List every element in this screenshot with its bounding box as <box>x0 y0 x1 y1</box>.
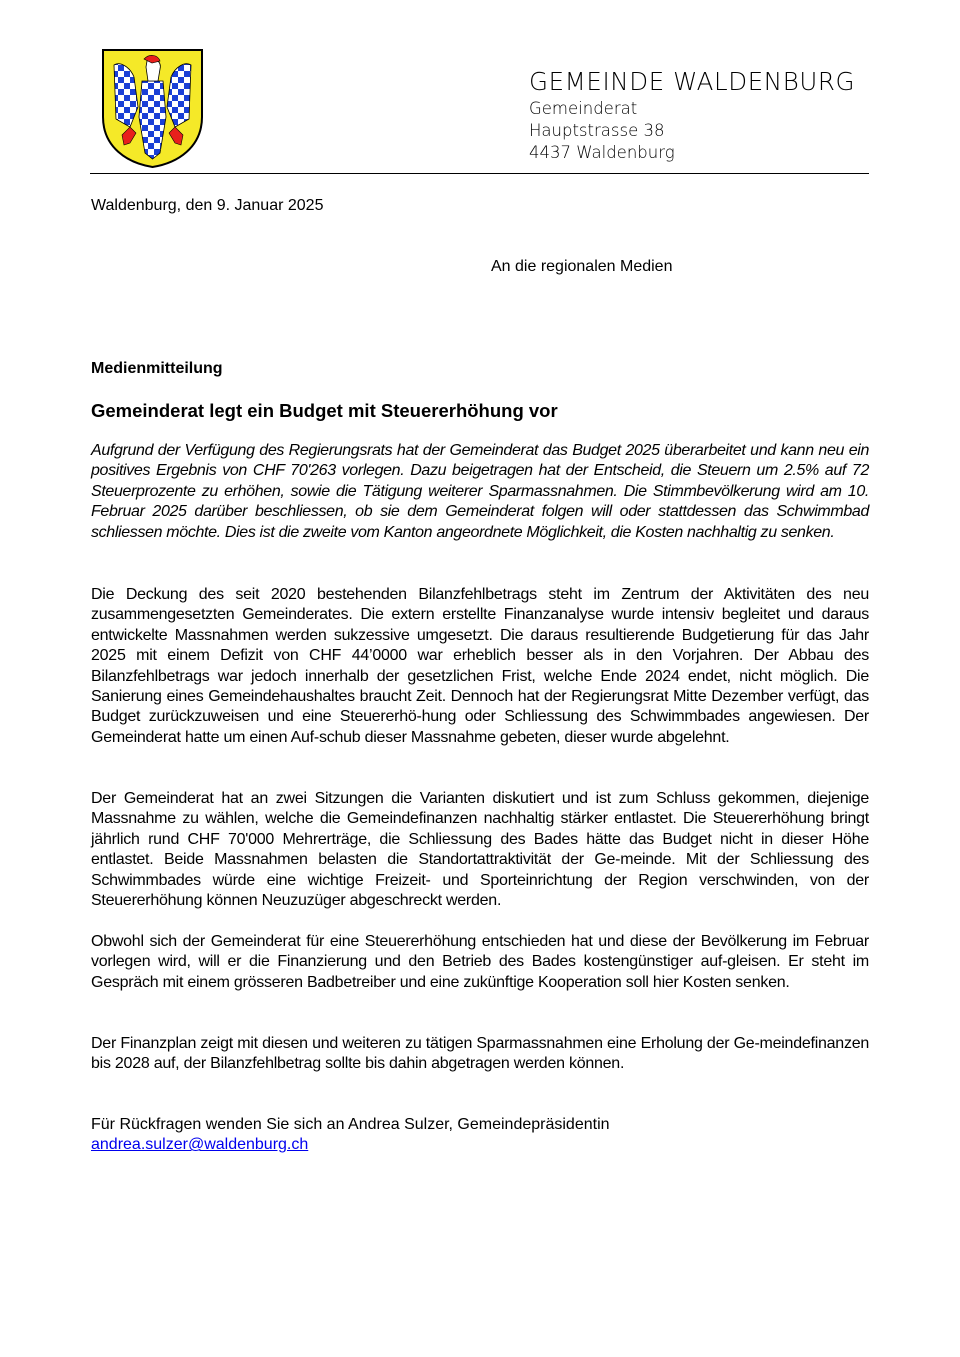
contact-email-link[interactable]: andrea.sulzer@waldenburg.ch <box>91 1136 309 1154</box>
contact-block <box>91 1115 610 1156</box>
body-paragraph: Die Deckung des seit 2020 bestehenden Bilanzfehlbetrags steht im Zentrum der Aktivitäten des neu zusammengesetzten Gemeinderates. Die extern erstellte Finanzanalyse wurde intensiv begleitet und daraus entwickelte Massnahmen werden sukzessive umgesetzt. Die daraus resultierende Budgetierung für das Jahr 2025 mit einem Defizit von CHF 44’0000 war erheblich besser als in den Vorjahren. Der Abbau des Bilanzfehlbetrags war jedoch innerhalb der gesetzlichen Frist, welche Ende 2024 endet, nicht möglich. Die Sanierung eines Gemeindehaushaltes braucht Zeit. Dennoch hat der Regierungsrat Mitte Dezember verfügt, das Budget zurückzuweisen und eine Steuererhö-hung oder Schliessung des Schwimmbades angewiesen. Der Gemeinderat hatte um einen Auf-schub dieser Massnahme gebeten, dieser wurde abgelehnt. <box>91 586 869 746</box>
body-paragraph: Obwohl sich der Gemeinderat für eine Steuererhöhung entschieden hat und diese der Bevölkerung im Februar vorlegen wird, will er die Finanzierung und den Betrieb des Bades kostengünstiger auf-gleisen. Er steht im Gespräch mit einem grösseren Badbetreiber und eine zukünftige Kooperation soll hier Kosten senken. <box>91 933 869 991</box>
street-address: Hauptstrasse 38 <box>529 121 665 140</box>
body-paragraph: Der Finanzplan zeigt mit diesen und weiteren zu tätigen Sparmassnahmen eine Erholung der Ge-meindefinanzen bis 2028 auf, der Bilanzfehlbetrag sollte bis dahin abgetragen werden können. <box>91 1035 869 1073</box>
headline: Gemeinderat legt ein Budget mit Steuererhöhung vor <box>91 400 558 421</box>
contact-text: Für Rückfragen wenden Sie sich an Andrea Sulzer, Gemeindepräsidentin <box>91 1116 610 1133</box>
department: Gemeinderat <box>529 99 638 118</box>
city-address: 4437 Waldenburg <box>529 143 675 162</box>
document-type: Medienmitteilung <box>91 360 223 377</box>
body-paragraph: Der Gemeinderat hat an zwei Sitzungen die Varianten diskutiert und ist zum Schluss gekommen, diejenige Massnahme zu wählen, welche die Gemeindefinanzen nachhaltig stärker entlastet. Die Steuererhöhung bringt jährlich rund CHF 70'000 Mehrerträge, die Schliessung des Bades hätte das Budget nicht in dieser Höhe entlastet. Beide Massnahmen belasten die Standortattraktivität der Ge-meinde. Mit der Schliessung des Schwimmbades würde eine wichtige Freizeit- und Sporteinrichtung der Region verschwinden, von der Steuererhöhung können Neuzuzüger abgeschreckt werden. <box>91 790 869 910</box>
header-divider <box>90 173 869 174</box>
lead-paragraph: Aufgrund der Verfügung des Regierungsrats hat der Gemeinderat das Budget 2025 überarbeitet und kann neu ein positives Ergebnis von CHF 70'263 vorlegen. Dazu beigetragen hat der Entscheid, die Steuern um 2.5% auf 72 Steuerprozente zu erhöhen, sowie die Tätigung weiterer Sparmassnahmen. Die Stimmbevölkerung wird am 10. Februar 2025 darüber beschliessen, ob sie dem Gemeinderat folgen will oder stattdessen das Schwimmbad schliessen möchte. Dies ist die zweite vom Kanton angeordnete Möglichkeit, die Kosten nachhaltig zu senken. <box>91 442 869 541</box>
organization-name: GEMEINDE WALDENBURG <box>529 67 856 96</box>
letter-date: Waldenburg, den 9. Januar 2025 <box>91 197 324 214</box>
recipient: An die regionalen Medien <box>491 258 673 275</box>
coat-of-arms-icon <box>100 47 205 169</box>
letterhead <box>529 66 855 164</box>
